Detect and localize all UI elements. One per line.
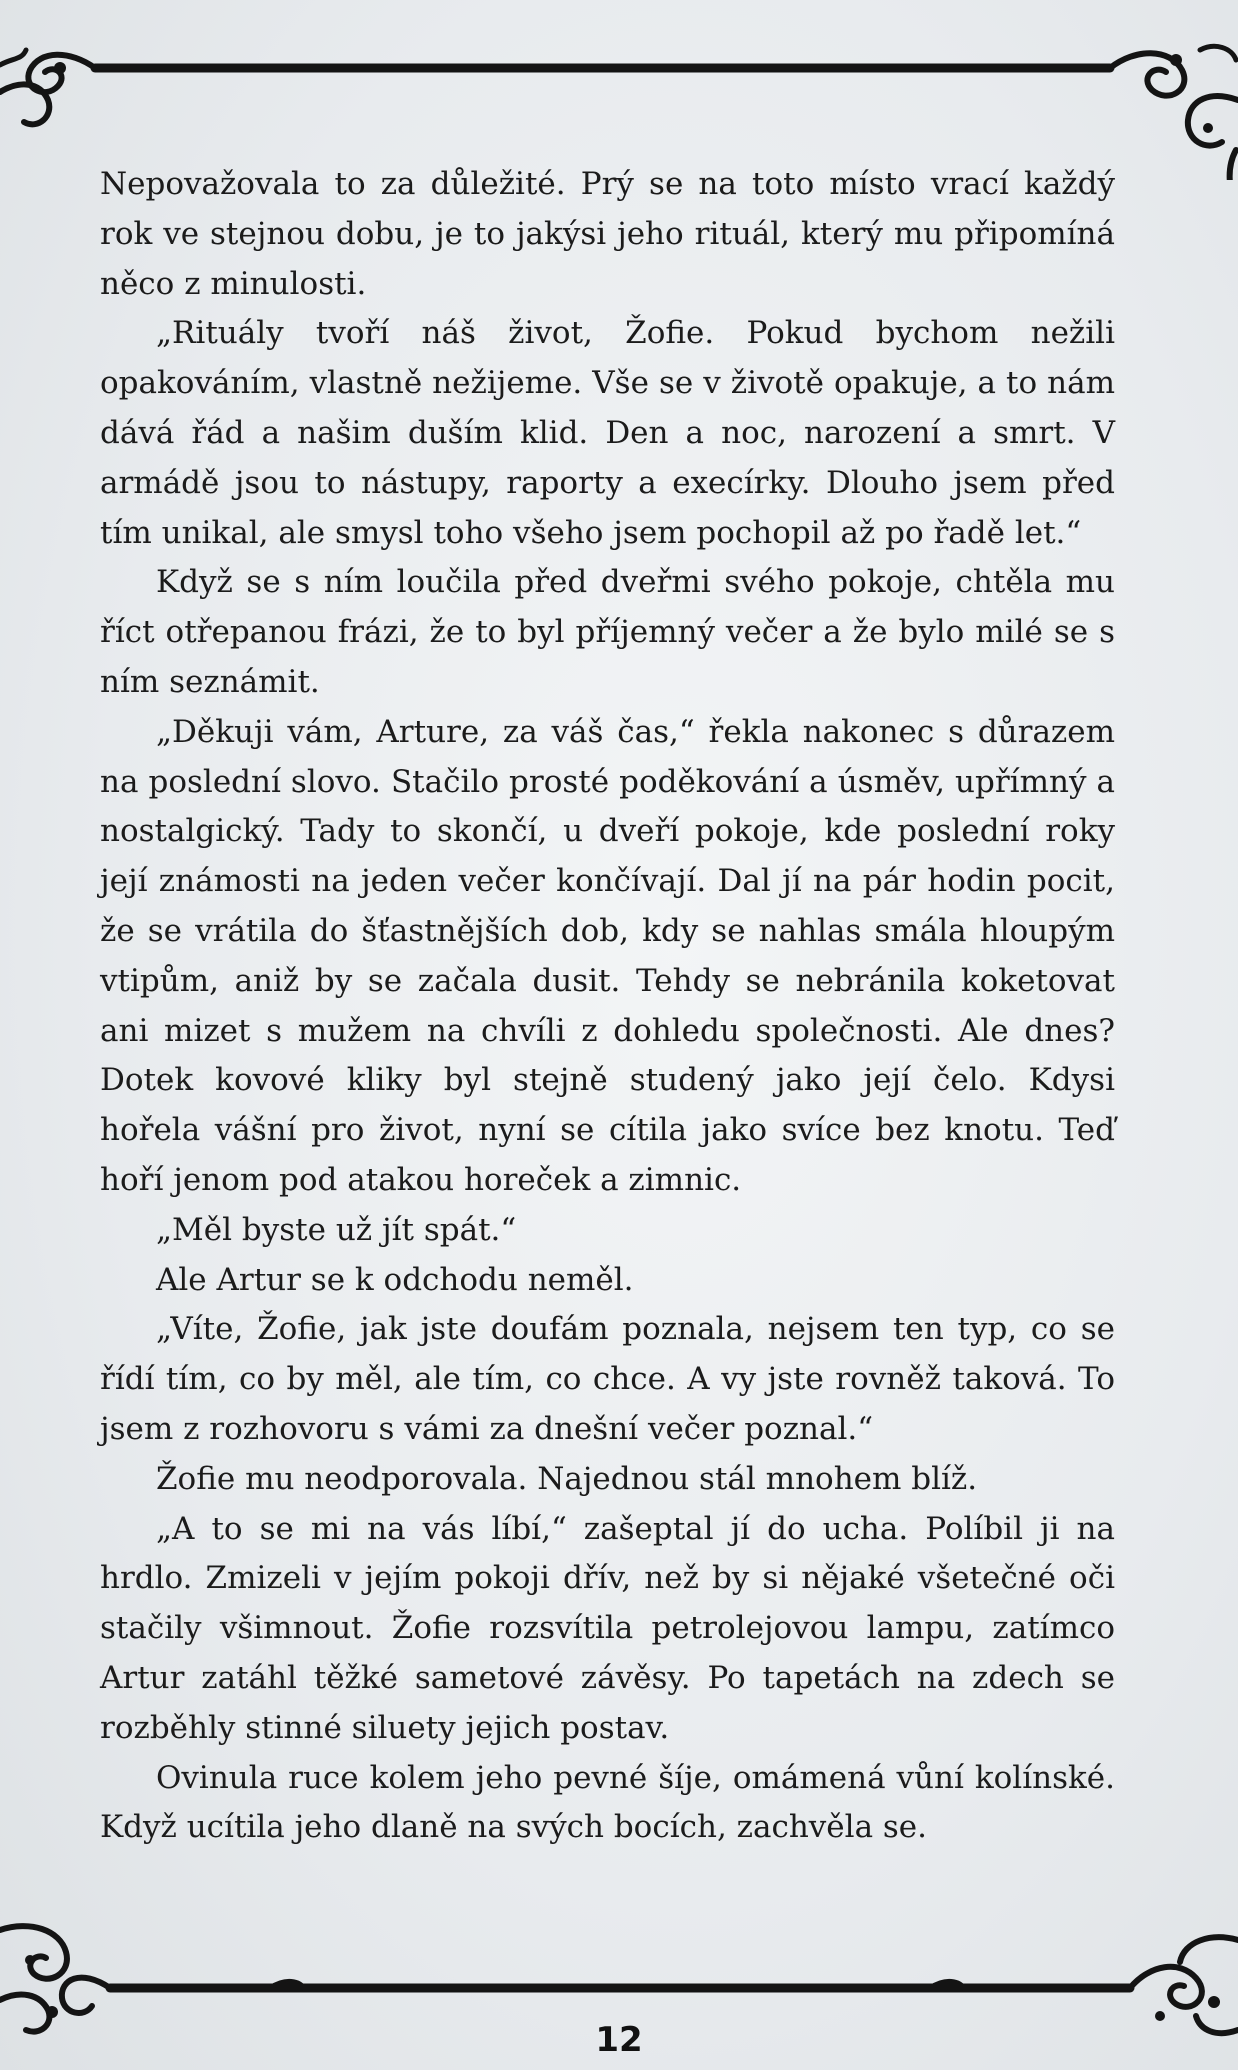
paragraph: „Rituály tvoří náš život, Žofie. Pokud bychom nežili opakováním, vlastně nežijeme. Vše se v životě opakuje, a to nám dává řád a našim duším klid. Den a noc, narození a smrt. V armádě jsou to nástupy, raporty a execírky. Dlouho jsem před tím unikal, ale smysl toho všeho jsem pochopil až po řadě let.“: [100, 315, 1115, 551]
paragraph: „Měl byste už jít spát.“: [156, 1211, 517, 1248]
paragraph: „Děkuji vám, Arture, za váš čas,“ řekla nakonec s důrazem na poslední slovo. Stačilo prosté poděkování a úsměv, upřímný a nostalgický. Tady to skončí, u dveří pokoje, kde poslední roky její známosti na jeden večer končívají. Dal jí na pár hodin pocit, že se vrátila do šťastnějších dob, kdy se nahlas smála hloupým vtipům, aniž by se začala dusit. Tehdy se nebránila koketovat ani mizet s mužem na chvíli z dohledu společnosti. Ale dnes? Dotek kovové kliky byl stejně studený jako její čelo. Kdysi hořela vášní pro život, nyní se cítila jako svíce bez knotu. Teď hoří jenom pod atakou horeček a zimnic.: [100, 713, 1115, 1198]
paragraph: „A to se mi na vás líbí,“ zašeptal jí do ucha. Políbil ji na hrdlo. Zmizeli v jejím pokoji dřív, než by si nějaké všetečné oči stačily všimnout. Žofie rozsvítila petrolejovou lampu, zatímco Artur zatáhl těžké sametové závěsy. Po tapetách na zdech se rozběhly stinné siluety jejich postav.: [100, 1510, 1115, 1746]
page-number: 12: [595, 2020, 643, 2060]
paragraph: Ovinula ruce kolem jeho pevné šíje, omámená vůní kolínské. Když ucítila jeho dlaně na svých bocích, zachvěla se.: [100, 1759, 1115, 1846]
paragraph: Žofie mu neodporovala. Najednou stál mnohem blíž.: [156, 1460, 978, 1497]
paragraph: „Víte, Žofie, jak jste doufám poznala, nejsem ten typ, co se řídí tím, co by měl, ale tím, co chce. A vy jste rovněž taková. To jsem z rozhovoru s vámi za dnešní večer poznal.“: [100, 1311, 1115, 1447]
paragraph: Nepovažovala to za důležité. Prý se na toto místo vrací každý rok ve stejnou dobu, je to jakýsi jeho rituál, který mu připomíná něco z minulosti.: [100, 166, 1115, 302]
paragraph: Když se s ním loučila před dveřmi svého pokoje, chtěla mu říct otřepanou frázi, že to byl příjemný večer a že bylo milé se s ním seznámit.: [100, 564, 1115, 700]
paragraph: Ale Artur se k odchodu neměl.: [156, 1261, 634, 1298]
top-scroll-border-icon: [0, 20, 1238, 180]
body-text: [100, 160, 1115, 1853]
